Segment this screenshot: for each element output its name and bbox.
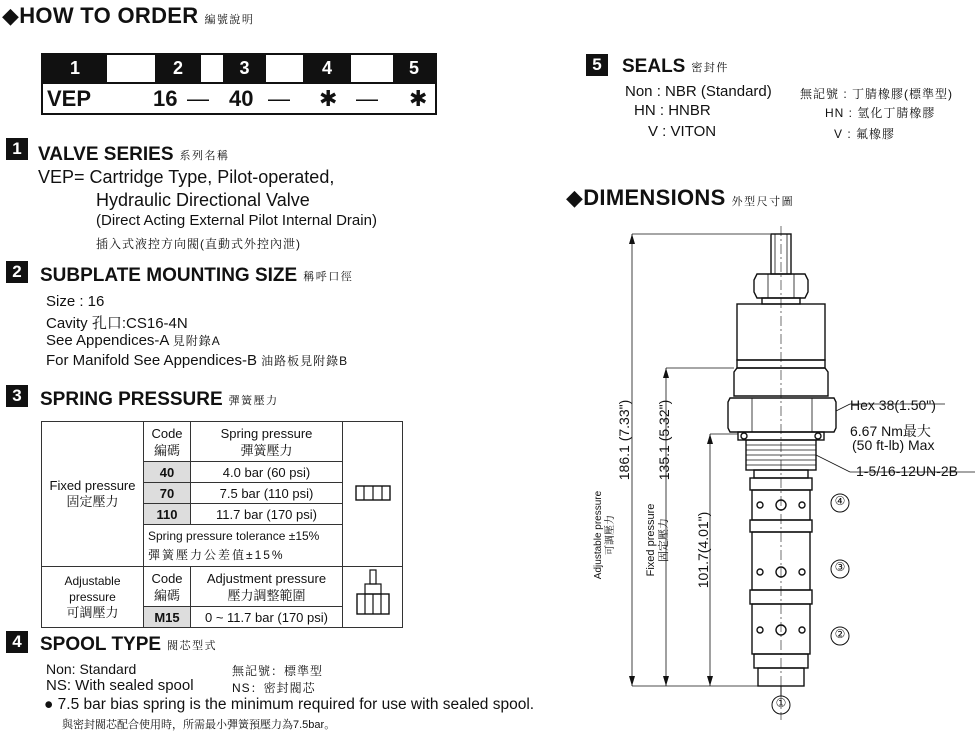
code-dash-1: — [187, 86, 209, 111]
section-5-title-zh: 密封件 [691, 61, 729, 74]
port-4-label: ④ [834, 494, 846, 508]
hex-label: Hex 38(1.50") [850, 397, 936, 413]
cavity-text: Cavity 孔口:CS16-4N [46, 315, 188, 332]
position-1: 1 [43, 55, 107, 82]
section-number: 2 [6, 261, 28, 283]
position-2: 2 [155, 55, 201, 82]
code-spring: 40 [229, 86, 254, 111]
how-to-order-title-zh: 編號說明 [204, 14, 255, 26]
torque-label-1: 6.67 Nm最大 [850, 423, 931, 439]
code-size: 16 [153, 86, 178, 111]
dimensions-title-zh: 外型尺寸圖 [731, 196, 795, 208]
position-4: 4 [303, 55, 351, 82]
col-adj-header: Adjustment pressure 壓力調整範圍 [191, 567, 343, 607]
code-seal: ✱ [409, 86, 428, 111]
tolerance-note: Spring pressure tolerance ±15% 彈簧壓力公差值±15% [144, 525, 343, 567]
section-number: 3 [6, 385, 28, 407]
position-3: 3 [223, 55, 266, 82]
adj-code-cell: M15 [144, 607, 191, 628]
section-2-title: SUBPLATE MOUNTING SIZE 稱呼口徑 [40, 265, 354, 286]
diamond-icon: ◆ [2, 3, 20, 28]
section-4-title: SPOOL TYPE 閥芯型式 [40, 634, 218, 655]
position-5: 5 [393, 55, 435, 82]
spring-value-cell: 4.0 bar (60 psi) [191, 462, 343, 483]
fixed-pressure-dim-label: Fixed pressure 固定壓力 [645, 503, 670, 577]
spool-standard-zh: 無記號：標準型 [232, 664, 324, 678]
spool-note-zh: 與密封閥芯配合使用時，所需最小彈簧預壓力為7.5bar。 [62, 719, 336, 731]
spool-sealed: NS: With sealed spool [46, 677, 194, 694]
seal-row: HN : HNBR [634, 102, 711, 119]
section-4-title-zh: 閥芯型式 [167, 639, 218, 652]
code-series: VEP [47, 86, 92, 111]
section-5-title: SEALS 密封件 [622, 56, 729, 77]
section-2-title-zh: 稱呼口徑 [303, 270, 354, 283]
section-3-title-zh: 彈簧壓力 [228, 394, 279, 407]
section-number: 5 [586, 54, 608, 76]
valve-series-line-1: VEP= Cartridge Type, Pilot-operated, [38, 167, 335, 187]
seal-row-zh: 無記號 : 丁腈橡膠(標準型) [800, 87, 954, 101]
torque-label-2: (50 ft-lb) Max [852, 437, 935, 453]
section-1-title-zh: 系列名稱 [179, 149, 230, 162]
appendix-a-zh: 見附錄A [172, 334, 221, 348]
section-1-title: VALVE SERIES 系列名稱 [38, 144, 230, 165]
seal-row: Non : NBR (Standard) [625, 83, 772, 100]
col-code-header-adj: Code 編碼 [144, 567, 191, 607]
valve-series-line-2: Hydraulic Directional Valve [96, 190, 310, 210]
fixed-pressure-label: Fixed pressure 固定壓力 [42, 422, 144, 567]
spring-code-cell: 70 [144, 483, 191, 504]
col-spring-header: Spring pressure 彈簧壓力 [191, 422, 343, 462]
dim-thread-label: 101.7(4.01") [695, 511, 711, 589]
section-number: 4 [6, 631, 28, 653]
code-spool: ✱ [319, 86, 338, 111]
section-number: 1 [6, 138, 28, 160]
seal-row-zh: HN : 氫化丁腈橡膠 [825, 106, 936, 120]
thread-label: 1-5/16-12UN-2B [856, 463, 958, 479]
section-3-title: SPRING PRESSURE 彈簧壓力 [40, 389, 279, 410]
port-1-label: ① [775, 696, 787, 710]
col-code-header: Code 編碼 [144, 422, 191, 462]
spool-note: ● 7.5 bar bias spring is the minimum required for use with sealed spool. [44, 696, 535, 713]
spring-code-cell: 40 [144, 462, 191, 483]
spring-value-cell: 7.5 bar (110 psi) [191, 483, 343, 504]
valve-series-line-zh: 插入式液控方向閥(直動式外控內泄) [96, 237, 301, 251]
dim-fixed-label: 135.1 (5.32") [656, 399, 672, 481]
dimensions-title: ◆DIMENSIONS 外型尺寸圖 [566, 185, 795, 210]
code-dash-3: — [356, 86, 378, 111]
spring-value-cell: 11.7 bar (170 psi) [191, 504, 343, 525]
port-3-label: ③ [834, 560, 846, 574]
size-text: Size : 16 [46, 293, 105, 310]
adjustable-pressure-dim-label: Adjustable pressure 可調壓力 [593, 490, 616, 580]
spring-code-cell: 110 [144, 504, 191, 525]
appendix-a-text: See Appendices-A 見附錄A [46, 332, 221, 349]
spool-standard: Non: Standard [46, 661, 137, 677]
seal-row: V : VITON [648, 123, 717, 140]
port-2-label: ② [834, 627, 846, 641]
valve-series-line-3: (Direct Acting External Pilot Internal Drain) [96, 212, 377, 229]
dim-total-label: 186.1 (7.33") [616, 399, 632, 481]
diamond-icon: ◆ [566, 185, 584, 210]
how-to-order-title: ◆HOW TO ORDER 編號說明 [2, 3, 255, 28]
seal-row-zh: V : 氟橡膠 [834, 127, 896, 141]
appendix-b-text: For Manifold See Appendices-B 油路板見附錄B [46, 352, 349, 369]
code-dash-2: — [268, 86, 290, 111]
spool-sealed-zh: NS：密封閥芯 [232, 681, 316, 695]
adj-value-cell: 0 ~ 11.7 bar (170 psi) [191, 607, 343, 628]
adjustable-pressure-label: Adjustable pressure 可調壓力 [42, 567, 144, 628]
appendix-b-zh: 油路板見附錄B [261, 354, 349, 368]
